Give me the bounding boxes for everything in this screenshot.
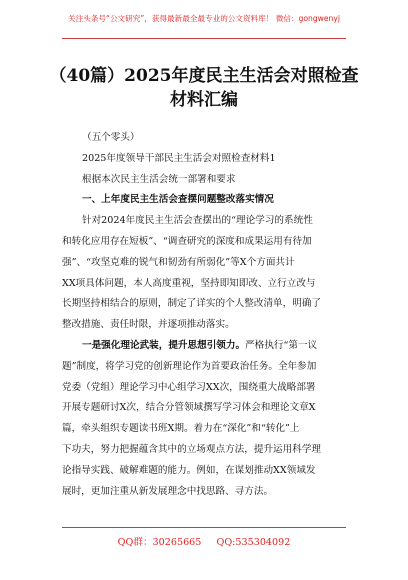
footer-contact xyxy=(0,534,408,548)
document-body xyxy=(62,128,348,502)
paragraph-1-line: 强”、“攻坚克难的锐气和韧劲有所弱化”等X个方面共计 xyxy=(62,256,295,268)
footer-qq: QQ:535304092 xyxy=(216,537,291,548)
paragraph-1-line: 整改措施、责任时限，并逐项推动落实。 xyxy=(62,319,235,331)
footer-divider xyxy=(62,527,346,528)
section-heading-1: 一、上年度民主生活会查摆问题整改落实情况 xyxy=(82,194,274,206)
title-line-1: （40篇）2025年度民主生活会对照检查 xyxy=(49,66,359,86)
header-divider xyxy=(62,38,346,39)
meta-line-2: 2025年度领导干部民主生活会对照检查材料1 xyxy=(82,152,276,164)
paragraph-1-line: XX项具体问题，本人高度重视，坚持即知即改、立行立改与 xyxy=(62,277,316,289)
document-title xyxy=(40,64,368,112)
paragraph-2-line: 篇，牵头组织专题读书班X期。着力在“深化”和“转化”上 xyxy=(62,423,300,435)
paragraph-2-line: 题”制度，将学习党的创新理论作为首要政治任务。全年参加 xyxy=(62,360,317,372)
footer-qq-group: QQ群：30265665 xyxy=(117,537,202,548)
paragraph-2-lead: 一是强化理论武装，提升思想引领力。 xyxy=(82,339,246,351)
paragraph-2-first-line xyxy=(62,336,348,357)
paragraph-2-line: 党委（党组）理论学习中心组学习XX次，围绕重大战略部署 xyxy=(62,381,316,393)
paragraph-2-line: 严格执行“第一议 xyxy=(245,339,318,351)
meta-line-3: 根据本次民主生活会统一部署和要求 xyxy=(82,173,236,185)
paragraph-2-line: 展时，更加注重从新发展理念中找思路、寻方法。 xyxy=(62,485,274,497)
paragraph-1-line: 长期坚持相结合的原则，制定了详实的个人整改清单，明确了 xyxy=(62,298,322,310)
meta-line-1: （五个零头） xyxy=(82,132,140,143)
title-line-2: 材料汇编 xyxy=(170,90,238,110)
paragraph-2-line: 开展专题研讨X次，结合分管领域撰写学习体会和理论文章X xyxy=(62,402,316,414)
header-note: 关注头条号“公文研究”，获得最新最全最专业的公文资料库！ 微信：gongwenyj xyxy=(68,14,340,23)
paragraph-1-line: 针对2024年度民主生活会查摆出的“理论学习的系统性 xyxy=(82,215,313,227)
paragraph-2-line: 论指导实践、破解难题的能力。例如，在谋划推动XX领域发 xyxy=(62,464,316,476)
paragraph-2-line: 下功夫，努力把握蕴含其中的立场观点方法，提升运用科学理 xyxy=(62,443,322,455)
paragraph-1-line: 和转化应用存在短板”、“调查研究的深度和成果运用有待加 xyxy=(62,235,312,247)
